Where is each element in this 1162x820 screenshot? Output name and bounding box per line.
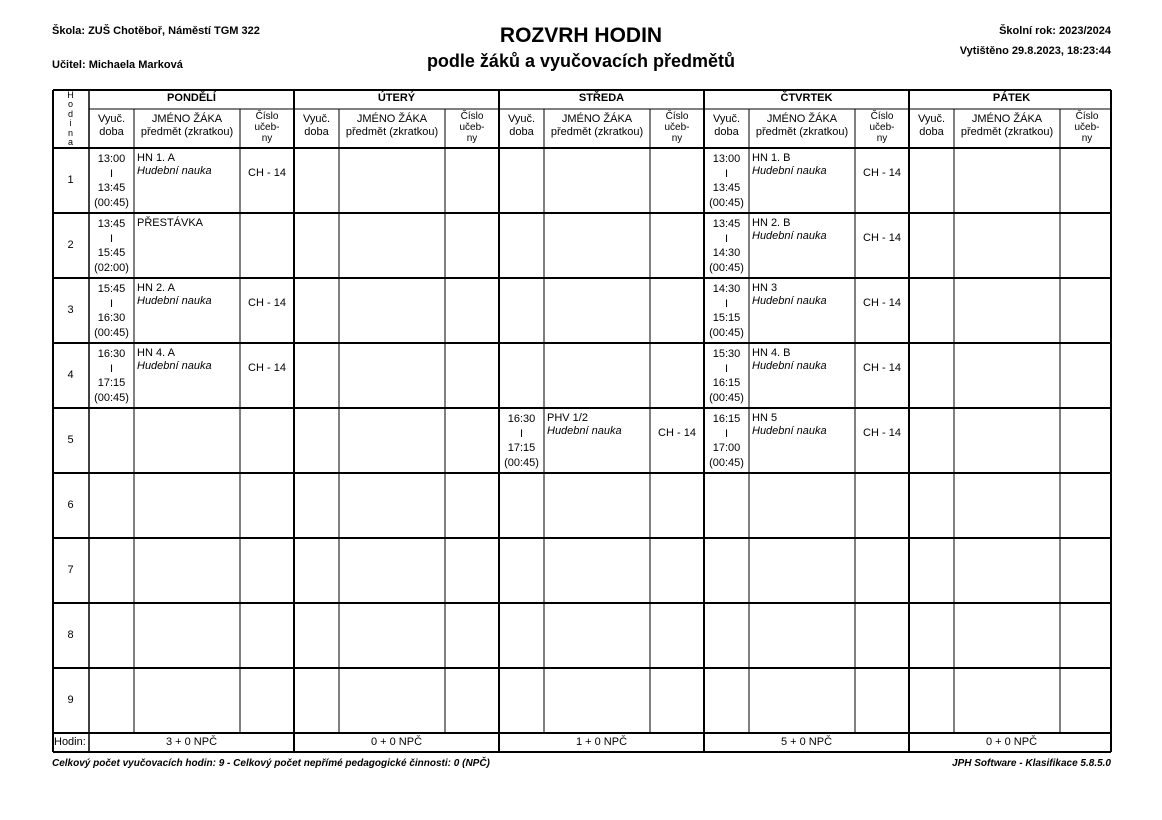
col-header-line-text: předmět (zkratkou)	[345, 126, 439, 138]
col-header-line-text: ny	[1081, 133, 1093, 144]
col-header-time	[909, 113, 954, 143]
lesson-student	[752, 282, 854, 322]
lesson-time-line: 15:45	[97, 247, 126, 259]
lesson-time	[89, 347, 134, 407]
room-number: CH - 14	[863, 167, 901, 179]
totals-label: Hodin:	[54, 736, 86, 748]
lesson-time	[499, 412, 544, 472]
row-number: 8	[67, 629, 74, 641]
room-number: CH - 14	[863, 362, 901, 374]
lesson-time-line: (00:45)	[94, 196, 129, 209]
room-number: CH - 14	[658, 427, 696, 439]
day-header: PÁTEK	[992, 92, 1031, 104]
hodina-letter: o	[67, 99, 73, 110]
col-header-line-text: ny	[671, 133, 683, 144]
hodina-header	[52, 91, 89, 148]
lesson-time-line: I	[109, 362, 114, 375]
col-header-line-text: JMÉNO ŽÁKA	[766, 113, 838, 125]
lesson-time	[704, 347, 749, 407]
lesson-time	[704, 282, 749, 342]
subject-name: Hudební nauka	[752, 295, 827, 307]
lesson-time-line: 15:15	[712, 312, 741, 324]
subject-name: Hudební nauka	[137, 360, 212, 372]
room-number: CH - 14	[863, 232, 901, 244]
page-title: ROZVRH HODIN	[499, 24, 663, 47]
lesson-time-line: 15:45	[97, 283, 126, 295]
lesson-student	[137, 217, 239, 257]
lesson-time-line: 13:00	[97, 153, 126, 165]
lesson-time-line: I	[724, 232, 729, 245]
lesson-time	[89, 282, 134, 342]
room-number: CH - 14	[248, 362, 286, 374]
lesson-time-line: 13:00	[712, 153, 741, 165]
col-header-name	[544, 113, 650, 143]
student-name: HN 4. B	[752, 347, 791, 359]
lesson-time-line: (00:45)	[709, 326, 744, 339]
footer-software: JPH Software - Klasifikace 5.8.5.0	[952, 758, 1111, 769]
col-header-line-text: ny	[876, 133, 888, 144]
col-header-line-text: ny	[261, 133, 273, 144]
school-label: Škola:	[52, 25, 86, 37]
lesson-time-line: 17:15	[97, 377, 126, 389]
room-number: CH - 14	[248, 167, 286, 179]
teacher-label: Učitel:	[52, 59, 86, 71]
lesson-time	[89, 217, 134, 277]
row-number: 5	[67, 434, 74, 446]
student-name: HN 2. A	[137, 282, 175, 294]
lesson-time	[704, 152, 749, 212]
school-year-line	[999, 25, 1111, 37]
lesson-student	[752, 347, 854, 387]
row-number: 1	[67, 174, 74, 186]
row-number: 9	[67, 694, 74, 706]
col-header-line-text: učeb-	[254, 122, 280, 133]
footer-summary: Celkový počet vyučovacích hodin: 9 - Celkový počet nepřímé pedagogické činnosti: 0 (NPČ)	[52, 758, 490, 769]
lesson-time-line: (00:45)	[709, 456, 744, 469]
hodina-letter: H	[67, 90, 74, 100]
col-header-line-text: Vyuč.	[712, 113, 741, 125]
subject-name: Hudební nauka	[752, 425, 827, 437]
lesson-time-line: I	[724, 362, 729, 375]
school-value: ZUŠ Chotěboř, Náměstí TGM 322	[88, 25, 260, 37]
col-header-line-text: Vyuč.	[917, 113, 946, 125]
student-name: HN 5	[752, 412, 778, 424]
col-header-line-text: Číslo	[460, 111, 484, 122]
col-header-line-text: učeb-	[664, 122, 690, 133]
lesson-time-line: 16:30	[97, 312, 126, 324]
lesson-student	[137, 282, 239, 322]
lesson-time	[704, 412, 749, 472]
lesson-student	[752, 217, 854, 257]
col-header-line-text: učeb-	[1074, 122, 1100, 133]
student-name: HN 4. A	[137, 347, 175, 359]
lesson-time-line: 16:15	[712, 413, 741, 425]
day-total: 5 + 0 NPČ	[780, 736, 833, 748]
col-header-line-text: doba	[714, 126, 739, 138]
student-name: HN 2. B	[752, 217, 791, 229]
day-total: 1 + 0 NPČ	[575, 736, 628, 748]
room-number: CH - 14	[863, 427, 901, 439]
day-total: 0 + 0 NPČ	[985, 736, 1038, 748]
subject-name: Hudební nauka	[547, 425, 622, 437]
lesson-time-line: I	[109, 232, 114, 245]
lesson-student	[752, 152, 854, 192]
col-header-line-text: JMÉNO ŽÁKA	[971, 113, 1043, 125]
lesson-time-line: (00:45)	[94, 326, 129, 339]
col-header-name	[954, 113, 1060, 143]
day-header: STŘEDA	[578, 92, 625, 104]
lesson-time-line: 16:30	[507, 413, 536, 425]
row-number: 2	[67, 239, 74, 251]
day-header: PONDĚLÍ	[167, 92, 216, 104]
lesson-time-line: I	[519, 427, 524, 440]
timetable-grid	[52, 89, 1112, 753]
col-header-line-text: doba	[304, 126, 329, 138]
subject-name: Hudební nauka	[752, 230, 827, 242]
lesson-time-line: 13:45	[712, 218, 741, 230]
lesson-time-line: I	[109, 297, 114, 310]
col-header-time	[294, 113, 339, 143]
lesson-time-line: I	[109, 167, 114, 180]
col-header-time	[704, 113, 749, 143]
day-total: 3 + 0 NPČ	[165, 736, 218, 748]
lesson-time	[704, 217, 749, 277]
col-header-line-text: předmět (zkratkou)	[960, 126, 1054, 138]
student-name: PHV 1/2	[547, 412, 588, 424]
lesson-time-line: (02:00)	[94, 261, 129, 274]
row-number: 7	[67, 564, 74, 576]
lesson-time-line: 14:30	[712, 283, 741, 295]
day-header: ÚTERÝ	[377, 92, 416, 104]
lesson-student	[547, 412, 649, 452]
hodina-letter: a	[67, 137, 73, 148]
lesson-time-line: 16:15	[712, 377, 741, 389]
hodina-letter: n	[67, 127, 73, 138]
col-header-line-text: učeb-	[459, 122, 485, 133]
row-number: 4	[67, 369, 74, 381]
col-header-time	[89, 113, 134, 143]
lesson-time-line: 13:45	[712, 182, 741, 194]
student-name: HN 1. B	[752, 152, 791, 164]
lesson-time-line: I	[724, 297, 729, 310]
lesson-time-line: (00:45)	[504, 456, 539, 469]
lesson-time-line: 17:00	[712, 442, 741, 454]
col-header-line-text: předmět (zkratkou)	[550, 126, 644, 138]
student-name: HN 1. A	[137, 152, 175, 164]
col-header-line-text: doba	[509, 126, 534, 138]
teacher-value: Michaela Marková	[88, 59, 183, 71]
col-header-line-text: Vyuč.	[507, 113, 536, 125]
col-header-line-text: Číslo	[1075, 111, 1099, 122]
day-total: 0 + 0 NPČ	[370, 736, 423, 748]
col-header-room	[445, 111, 499, 147]
col-header-line-text: JMÉNO ŽÁKA	[561, 113, 633, 125]
col-header-name	[134, 113, 240, 143]
subject-name: Hudební nauka	[137, 165, 212, 177]
col-header-line-text: Vyuč.	[302, 113, 331, 125]
lesson-time-line: I	[724, 427, 729, 440]
lesson-student	[137, 152, 239, 192]
col-header-line-text: Číslo	[255, 111, 279, 122]
col-header-time	[499, 113, 544, 143]
school-year-value: 2023/2024	[1059, 25, 1111, 37]
row-number: 6	[67, 499, 74, 511]
lesson-time-line: I	[724, 167, 729, 180]
subject-name: Hudební nauka	[137, 295, 212, 307]
col-header-line-text: JMÉNO ŽÁKA	[356, 113, 428, 125]
hodina-letter: i	[69, 118, 72, 129]
col-header-room	[855, 111, 909, 147]
subject-name: Hudební nauka	[752, 165, 827, 177]
col-header-line-text: ny	[466, 133, 478, 144]
row-number: 3	[67, 304, 74, 316]
col-header-line-text: doba	[919, 126, 944, 138]
col-header-line-text: JMÉNO ŽÁKA	[151, 113, 223, 125]
lesson-time-line: 13:45	[97, 182, 126, 194]
col-header-room	[1060, 111, 1114, 147]
lesson-time	[89, 152, 134, 212]
lesson-time-line: (00:45)	[709, 196, 744, 209]
printed-timestamp: Vytištěno 29.8.2023, 18:23:44	[959, 45, 1111, 57]
lesson-time-line: (00:45)	[94, 391, 129, 404]
lesson-time-line: (00:45)	[709, 391, 744, 404]
lesson-time-line: 16:30	[97, 348, 126, 360]
col-header-line-text: doba	[99, 126, 124, 138]
subject-name: Hudební nauka	[752, 360, 827, 372]
col-header-name	[339, 113, 445, 143]
lesson-time-line: 13:45	[97, 218, 126, 230]
lesson-student	[137, 347, 239, 387]
school-year-label: Školní rok:	[999, 25, 1056, 37]
page-subtitle: podle žáků a vyučovacích předmětů	[426, 51, 736, 71]
day-header: ČTVRTEK	[780, 92, 833, 104]
room-number: CH - 14	[863, 297, 901, 309]
lesson-time-line: 14:30	[712, 247, 741, 259]
hodina-letter: d	[67, 108, 73, 119]
lesson-time-line: (00:45)	[709, 261, 744, 274]
col-header-room	[240, 111, 294, 147]
col-header-line-text: Vyuč.	[97, 113, 126, 125]
col-header-name	[749, 113, 855, 143]
col-header-room	[650, 111, 704, 147]
student-name: HN 3	[752, 282, 778, 294]
col-header-line-text: předmět (zkratkou)	[140, 126, 234, 138]
col-header-line-text: předmět (zkratkou)	[755, 126, 849, 138]
lesson-time-line: 15:30	[712, 348, 741, 360]
room-number: CH - 14	[248, 297, 286, 309]
student-name: PŘESTÁVKA	[137, 217, 204, 229]
col-header-line-text: Číslo	[870, 111, 894, 122]
lesson-student	[752, 412, 854, 452]
col-header-line-text: Číslo	[665, 111, 689, 122]
lesson-time-line: 17:15	[507, 442, 536, 454]
col-header-line-text: učeb-	[869, 122, 895, 133]
